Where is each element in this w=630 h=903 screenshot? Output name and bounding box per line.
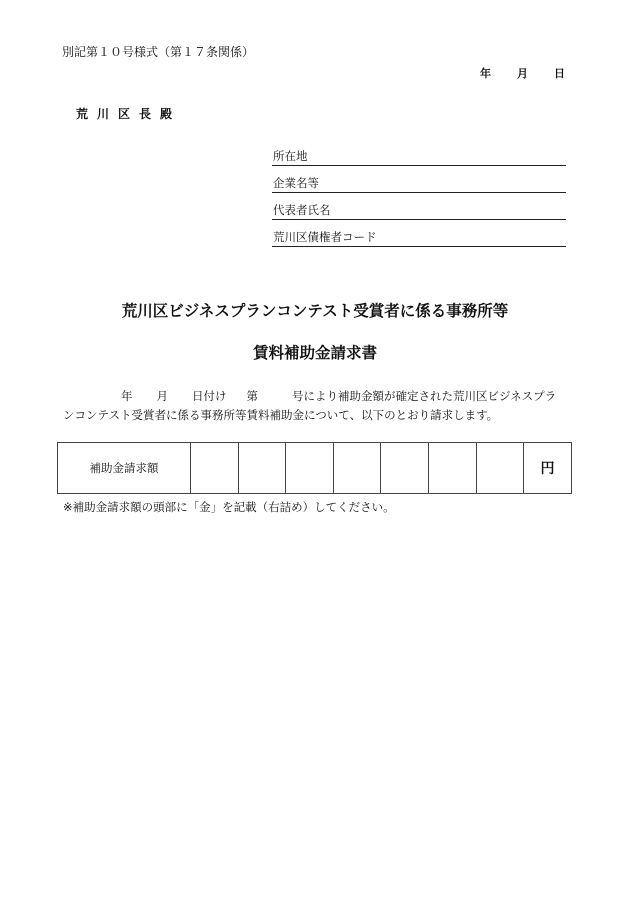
address-field[interactable]	[272, 147, 566, 166]
yen-unit: 円	[524, 443, 572, 494]
body-line1-rest: 号により補助金額が確定された荒川区ビジネスプラ	[292, 389, 557, 403]
creditor-code-label: 荒川区債権者コード	[273, 230, 377, 244]
date-day-label: 日	[554, 67, 565, 80]
creditor-code-field[interactable]	[272, 228, 566, 247]
amount-digit-cell[interactable]	[428, 443, 476, 494]
body-line2: ンコンテスト受賞者に係る事務所等賃料補助金について、以下のとおり請求します。	[63, 408, 499, 422]
representative-name-label: 代表者氏名	[273, 203, 331, 217]
addressee: 荒川区長殿	[76, 107, 182, 121]
amount-digit-cell[interactable]	[286, 443, 334, 494]
body-month: 月	[156, 389, 168, 403]
request-statement	[63, 387, 568, 425]
amount-digit-cell[interactable]	[238, 443, 286, 494]
form-number: 別記第１０号様式（第１７条関係）	[62, 45, 255, 59]
date-line	[480, 65, 565, 81]
body-dated: 日付け	[192, 389, 227, 403]
amount-digit-cell[interactable]	[381, 443, 429, 494]
date-month-label: 月	[517, 67, 528, 80]
representative-name-field[interactable]	[272, 201, 566, 220]
body-number-prefix: 第	[246, 389, 258, 403]
amount-table	[57, 442, 572, 494]
body-year: 年	[121, 389, 133, 403]
date-year-label: 年	[480, 67, 491, 80]
address-label: 所在地	[273, 149, 308, 163]
document-title-line2: 賃料補助金請求書	[252, 344, 377, 362]
company-name-field[interactable]	[272, 174, 566, 193]
amount-digit-cell[interactable]	[333, 443, 381, 494]
amount-digit-cell[interactable]	[191, 443, 239, 494]
document-title-line1: 荒川区ビジネスプランコンテスト受賞者に係る事務所等	[121, 302, 509, 320]
amount-label: 補助金請求額	[58, 443, 191, 494]
company-name-label: 企業名等	[273, 176, 319, 190]
instruction-note: ※補助金請求額の頭部に「金」を記載（右詰め）してください。	[63, 500, 395, 514]
amount-digit-cell[interactable]	[476, 443, 524, 494]
